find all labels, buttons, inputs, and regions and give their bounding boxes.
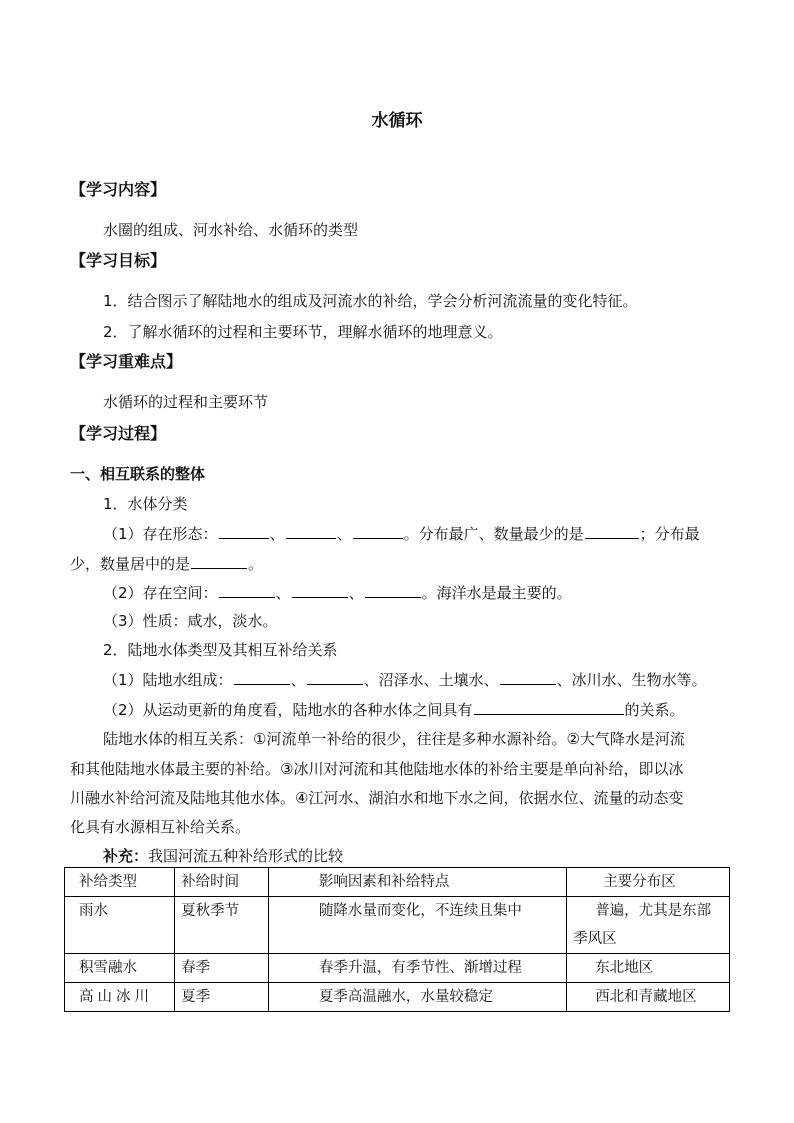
part1-title: 一、相互联系的整体	[70, 465, 206, 483]
relation-line-1: 陆地水体的相互关系：①河流单一补给的很少，往往是多种水源补给。②大气降水是河流	[103, 730, 685, 748]
table-cell: 夏季高温融水，水量较稳定	[268, 983, 566, 1012]
goal-1: 1．结合图示了解陆地水的组成及河流水的补给，学会分析河流流量的变化特征。	[103, 292, 638, 310]
heading-content: 【学习内容】	[70, 180, 167, 199]
table-row	[65, 954, 730, 983]
form-text-e: 。	[248, 555, 264, 573]
composition-line	[103, 669, 707, 690]
table-header-cell: 补给类型	[65, 868, 175, 897]
space-blank-3[interactable]	[365, 582, 421, 598]
item-2: 2．陆地水体类型及其相互补给关系	[103, 641, 338, 659]
form-label: （1）存在形态：	[103, 525, 218, 543]
motion-text-b: 的关系。	[624, 701, 685, 719]
table-header-cell: 影响因素和补给特点	[268, 868, 566, 897]
table-cell: 积雪融水	[65, 954, 175, 983]
table-row	[65, 983, 730, 1012]
table-cell: 东北地区	[567, 954, 730, 983]
motion-line	[103, 699, 685, 720]
form-line	[103, 523, 700, 544]
sep: 、	[336, 525, 352, 543]
form-blank-5[interactable]	[191, 553, 247, 569]
space-blank-1[interactable]	[219, 582, 275, 598]
page-title: 水循环	[371, 111, 423, 131]
recharge-comparison-table	[64, 867, 730, 1012]
space-line	[103, 582, 572, 603]
form-text-d: 少，数量居中的是	[70, 555, 191, 573]
comp-blank-3[interactable]	[500, 669, 556, 685]
table-cell: 夏季	[175, 983, 269, 1012]
table-cell: 高山冰川	[65, 983, 175, 1012]
key-points-text: 水循环的过程和主要环节	[103, 393, 269, 411]
table-header-cell: 主要分布区	[567, 868, 730, 897]
heading-process: 【学习过程】	[70, 424, 167, 443]
motion-text-a: （2）从运动更新的角度看，陆地水的各种水体之间具有	[103, 701, 473, 719]
sep: 、	[348, 584, 364, 602]
sep: 、	[290, 671, 306, 689]
table-cell: 夏秋季节	[175, 897, 269, 954]
comp-text-b: 、沼泽水、土壤水、	[363, 671, 499, 689]
nature-line: （3）性质：咸水，淡水。	[103, 612, 278, 630]
form-text-c: ；分布最	[639, 525, 700, 543]
relation-line-2: 和其他陆地水体最主要的补给。③冰川对河流和其他陆地水体的补给主要是单向补给，即以冰	[70, 760, 684, 778]
space-label: （2）存在空间：	[103, 584, 218, 602]
content-text: 水圈的组成、河水补给、水循环的类型	[103, 221, 359, 239]
form-text-b: 。分布最广、数量最少的是	[403, 525, 584, 543]
motion-blank[interactable]	[474, 699, 624, 715]
relation-line-3: 川融水补给河流及陆地其他水体。④江河水、湖泊水和地下水之间，依据水位、流量的动态变	[70, 789, 684, 807]
table-cell: 西北和青藏地区	[567, 983, 730, 1012]
space-text-b: 。海洋水是最主要的。	[421, 584, 572, 602]
table-cell: 随降水量而变化，不连续且集中	[268, 897, 566, 954]
sep: 、	[275, 584, 291, 602]
table-cell: 春季	[175, 954, 269, 983]
table-row	[65, 897, 730, 954]
table-cell: 雨水	[65, 897, 175, 954]
comp-text-c: 、冰川水、生物水等。	[556, 671, 707, 689]
supplement-line	[103, 846, 343, 866]
sep: 、	[269, 525, 285, 543]
comp-blank-1[interactable]	[234, 669, 290, 685]
comp-label: （1）陆地水组成：	[103, 671, 233, 689]
heading-key-points: 【学习重难点】	[70, 352, 183, 371]
comp-blank-2[interactable]	[307, 669, 363, 685]
space-blank-2[interactable]	[292, 582, 348, 598]
table-header-row	[65, 868, 730, 897]
form-blank-4[interactable]	[585, 523, 639, 539]
table-cell: 春季升温，有季节性、渐增过程	[268, 954, 566, 983]
form-line-2	[70, 553, 263, 574]
goal-2: 2．了解水循环的过程和主要环节，理解水循环的地理意义。	[103, 323, 503, 341]
form-blank-3[interactable]	[353, 523, 403, 539]
relation-line-4: 化具有水源相互补给关系。	[70, 818, 251, 836]
supplement-text: 我国河流五种补给形式的比较	[148, 847, 344, 865]
form-blank-1[interactable]	[219, 523, 269, 539]
form-blank-2[interactable]	[286, 523, 336, 539]
heading-goals: 【学习目标】	[70, 251, 167, 270]
table-header-cell: 补给时间	[175, 868, 269, 897]
item-1: 1．水体分类	[103, 495, 188, 513]
supplement-label: 补充：	[103, 847, 149, 865]
table-cell: 普遍，尤其是东部季风区	[567, 897, 730, 954]
